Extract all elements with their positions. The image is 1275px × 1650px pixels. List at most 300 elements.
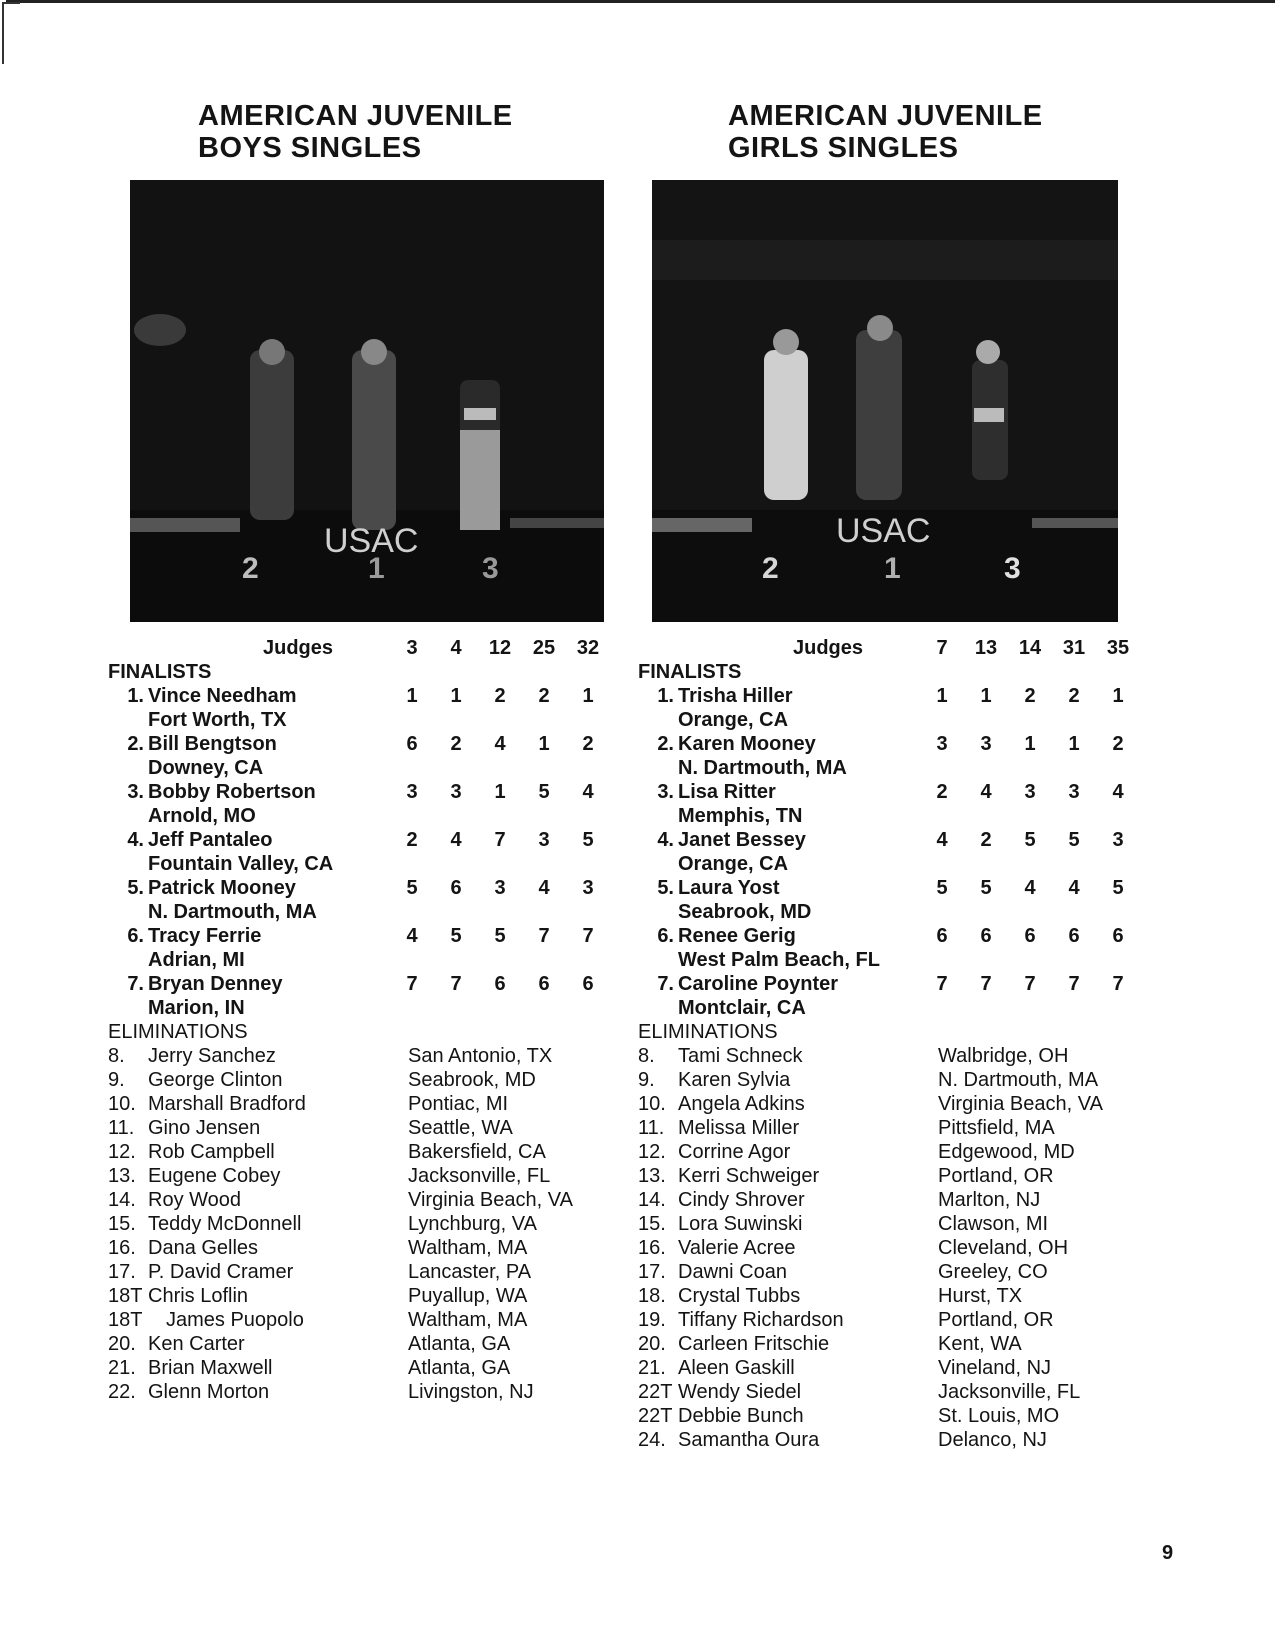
elimination-rank: 14. [108,1189,136,1211]
elimination-location: Lynchburg, VA [408,1213,537,1235]
elimination-name: Corrine Agor [678,1141,791,1163]
elimination-location: Seabrook, MD [408,1069,536,1091]
elimination-name: Cindy Shrover [678,1189,805,1211]
elimination-row [638,1356,1168,1380]
score: 3 [980,733,992,755]
score: 4 [538,877,550,899]
finalist-location-row [638,756,1168,780]
elimination-row [108,1140,638,1164]
elimination-rank: 22T [638,1381,673,1403]
score: 7 [1112,973,1124,995]
girls-results [638,636,1168,1452]
elimination-location: Jacksonville, FL [938,1381,1081,1403]
score: 5 [1068,829,1080,851]
elimination-name: George Clinton [148,1069,283,1091]
elimination-row [638,1380,1168,1404]
judges-row [108,636,638,660]
score: 6 [1024,925,1036,947]
score: 2 [1112,733,1124,755]
finalist-location-row [638,852,1168,876]
elimination-row [108,1356,638,1380]
eliminations-header [108,1020,638,1044]
elimination-rank: 11. [638,1117,665,1139]
elimination-row [108,1380,638,1404]
judges-label: Judges [263,637,334,659]
score: 1 [494,781,506,803]
photo-sign: USAC [836,512,931,550]
finalist-name: Bobby Robertson [148,781,316,803]
judge-number: 3 [406,637,418,659]
elimination-name: Kerri Schweiger [678,1165,820,1187]
finalist-location: Fountain Valley, CA [148,853,334,875]
finalist-location-row [638,996,1168,1020]
score: 5 [936,877,948,899]
finalist-location-row [638,708,1168,732]
score: 7 [936,973,948,995]
boys-podium-photo [130,180,604,622]
finalist-row [638,924,1168,948]
elimination-name: Carleen Fritschie [678,1333,830,1355]
elimination-row [108,1308,638,1332]
elimination-location: Puyallup, WA [408,1285,528,1307]
score: 2 [406,829,418,851]
elimination-name: Samantha Oura [678,1429,820,1451]
score: 6 [980,925,992,947]
finalist-rank: 3. [657,781,674,803]
score: 2 [1068,685,1080,707]
score: 6 [1112,925,1124,947]
elimination-location: Pontiac, MI [408,1093,509,1115]
elimination-row [638,1428,1168,1452]
finalist-location: N. Dartmouth, MA [148,901,317,923]
page-corner-mark [2,2,20,64]
elimination-location: Portland, OR [938,1309,1054,1331]
score: 1 [538,733,550,755]
finalist-location-row [108,756,638,780]
podium-number: 1 [884,552,901,585]
elimination-rank: 20. [108,1333,136,1355]
finalist-row [638,780,1168,804]
finalist-rank: 4. [127,829,144,851]
elimination-location: Seattle, WA [408,1117,513,1139]
elimination-row [108,1092,638,1116]
score: 3 [582,877,594,899]
podium-photo-graphic [130,180,604,622]
girls-podium-photo [652,180,1118,622]
finalist-rank: 7. [127,973,144,995]
eliminations-header [638,1020,1168,1044]
score: 2 [1024,685,1036,707]
judge-number: 12 [488,637,512,659]
elimination-location: Waltham, MA [408,1237,528,1259]
finalist-row [638,876,1168,900]
elimination-name: Chris Loflin [148,1285,249,1307]
score: 5 [406,877,418,899]
elimination-name: Gino Jensen [148,1117,261,1139]
elimination-rank: 10. [108,1093,136,1115]
elimination-row [638,1284,1168,1308]
judge-number: 35 [1106,637,1130,659]
elimination-rank: 16. [108,1237,136,1259]
elimination-rank: 13. [638,1165,666,1187]
finalist-rank: 1. [127,685,144,707]
score: 3 [538,829,550,851]
finalist-name: Janet Bessey [678,829,806,851]
score: 3 [406,781,418,803]
elimination-rank: 10. [638,1093,666,1115]
elimination-row [638,1236,1168,1260]
elimination-name: Wendy Siedel [678,1381,802,1403]
elimination-name: Jerry Sanchez [148,1045,276,1067]
finalist-name: Patrick Mooney [148,877,296,899]
score: 1 [406,685,418,707]
elimination-location: Atlanta, GA [408,1357,511,1379]
score: 5 [450,925,462,947]
elimination-name: Tami Schneck [678,1045,803,1067]
elimination-name: Dana Gelles [148,1237,259,1259]
finalist-location: Orange, CA [678,709,789,731]
elimination-rank: 21. [108,1357,136,1379]
finalist-location: Adrian, MI [148,949,245,971]
finalist-location-row [108,948,638,972]
elimination-name: Dawni Coan [678,1261,787,1283]
score: 5 [582,829,594,851]
elimination-location: Atlanta, GA [408,1333,511,1355]
elimination-rank: 12. [638,1141,666,1163]
score: 5 [494,925,506,947]
elimination-row [108,1236,638,1260]
score: 1 [980,685,992,707]
elimination-name: Glenn Morton [148,1381,270,1403]
elimination-name: Aleen Gaskill [678,1357,795,1379]
score: 4 [1068,877,1080,899]
score: 4 [494,733,506,755]
elimination-location: Portland, OR [938,1165,1054,1187]
eliminations-label: ELIMINATIONS [108,1021,248,1043]
elimination-location: Marlton, NJ [938,1189,1041,1211]
score: 4 [980,781,992,803]
finalist-name: Bryan Denney [148,973,283,995]
elimination-row [108,1188,638,1212]
elimination-rank: 12. [108,1141,136,1163]
finalist-name: Karen Mooney [678,733,816,755]
elimination-rank: 16. [638,1237,666,1259]
elimination-name: Rob Campbell [148,1141,275,1163]
finalist-location-row [638,900,1168,924]
elimination-row [638,1404,1168,1428]
elimination-location: Bakersfield, CA [408,1141,546,1163]
judge-number: 14 [1018,637,1042,659]
finalist-row [638,972,1168,996]
finalist-name: Jeff Pantaleo [148,829,273,851]
finalist-rank: 5. [127,877,144,899]
finalist-location: Marion, IN [148,997,245,1019]
elimination-name: Brian Maxwell [148,1357,273,1379]
score: 6 [582,973,594,995]
elimination-row [108,1044,638,1068]
elimination-location: Pittsfield, MA [938,1117,1055,1139]
elimination-location: St. Louis, MO [938,1405,1060,1427]
score: 1 [582,685,594,707]
score: 1 [450,685,462,707]
score: 2 [494,685,506,707]
finalist-row [108,780,638,804]
score: 7 [450,973,462,995]
elimination-name: Marshall Bradford [148,1093,306,1115]
elimination-rank: 15. [638,1213,666,1235]
eliminations-label: ELIMINATIONS [638,1021,778,1043]
finalists-label: FINALISTS [108,661,212,683]
elimination-row [638,1116,1168,1140]
page-number: 9 [1162,1542,1174,1564]
finalist-rank: 3. [127,781,144,803]
page-top-rule [6,0,1275,3]
elimination-name: Melissa Miller [678,1117,800,1139]
elimination-rank: 19. [638,1309,666,1331]
elimination-name: Karen Sylvia [678,1069,791,1091]
score: 7 [1024,973,1036,995]
heading-line-1: AMERICAN JUVENILE [198,100,513,132]
score: 3 [450,781,462,803]
elimination-rank: 20. [638,1333,666,1355]
finalist-row [638,732,1168,756]
score: 2 [936,781,948,803]
finalist-name: Bill Bengtson [148,733,277,755]
elimination-location: Walbridge, OH [938,1045,1069,1067]
score: 2 [980,829,992,851]
podium-number: 2 [242,552,259,585]
score: 4 [1112,781,1124,803]
elimination-row [638,1044,1168,1068]
elimination-name: Ken Carter [148,1333,245,1355]
elimination-row [108,1116,638,1140]
girls-singles-column [638,100,1168,1452]
podium-number: 3 [1004,552,1021,585]
judge-number: 25 [532,637,556,659]
score: 7 [406,973,418,995]
elimination-location: Delanco, NJ [938,1429,1047,1451]
podium-number: 2 [762,552,779,585]
score: 5 [538,781,550,803]
elimination-name: James Puopolo [166,1309,304,1331]
judge-number: 7 [936,637,948,659]
finalists-header [108,660,638,684]
elimination-rank: 14. [638,1189,666,1211]
finalist-row [108,684,638,708]
score: 2 [538,685,550,707]
finalist-location: Memphis, TN [678,805,803,827]
elimination-location: Virginia Beach, VA [408,1189,573,1211]
finalist-rank: 1. [657,685,674,707]
photo-sign: USAC [324,522,419,560]
elimination-location: Lancaster, PA [408,1261,532,1283]
score: 4 [450,829,462,851]
podium-number: 3 [482,552,499,585]
finalist-name: Caroline Poynter [678,973,839,995]
elimination-rank: 13. [108,1165,136,1187]
finalists-label: FINALISTS [638,661,742,683]
elimination-location: San Antonio, TX [408,1045,553,1067]
judges-row [638,636,1168,660]
boys-singles-heading [198,100,638,168]
podium-number: 1 [368,552,385,585]
finalist-location: Fort Worth, TX [148,709,287,731]
elimination-name: Eugene Cobey [148,1165,281,1187]
finalist-row [638,684,1168,708]
elimination-rank: 22. [108,1381,136,1403]
finalist-location-row [108,708,638,732]
judge-number: 4 [450,637,462,659]
elimination-location: Kent, WA [938,1333,1022,1355]
elimination-location: Greeley, CO [938,1261,1048,1283]
elimination-rank: 18T [108,1285,143,1307]
finalist-row [108,972,638,996]
elimination-row [638,1212,1168,1236]
score: 1 [936,685,948,707]
elimination-name: Roy Wood [148,1189,242,1211]
finalist-location-row [638,804,1168,828]
score: 4 [406,925,418,947]
score: 5 [980,877,992,899]
finalist-location: Montclair, CA [678,997,806,1019]
elimination-row [638,1140,1168,1164]
elimination-location: Hurst, TX [938,1285,1023,1307]
score: 6 [450,877,462,899]
finalist-row [638,828,1168,852]
score: 4 [1024,877,1036,899]
elimination-rank: 8. [108,1045,125,1067]
finalist-rank: 6. [127,925,144,947]
elimination-rank: 24. [638,1429,666,1451]
finalist-row [108,876,638,900]
score: 2 [582,733,594,755]
boys-results [108,636,638,1404]
elimination-row [638,1092,1168,1116]
finalist-location: Downey, CA [148,757,264,779]
elimination-name: Valerie Acree [678,1237,796,1259]
score: 7 [538,925,550,947]
score: 6 [406,733,418,755]
finalist-row [108,732,638,756]
finalist-name: Trisha Hiller [678,685,793,707]
score: 6 [1068,925,1080,947]
score: 1 [1024,733,1036,755]
elimination-rank: 21. [638,1357,666,1379]
score: 6 [494,973,506,995]
finalist-location: Arnold, MO [148,805,256,827]
finalist-location-row [108,996,638,1020]
elimination-name: P. David Cramer [148,1261,294,1283]
finalist-name: Laura Yost [678,877,780,899]
score: 6 [936,925,948,947]
elimination-location: Virginia Beach, VA [938,1093,1103,1115]
elimination-name: Lora Suwinski [678,1213,803,1235]
elimination-location: Jacksonville, FL [408,1165,551,1187]
elimination-rank: 18. [638,1285,666,1307]
boys-singles-column [108,100,638,1404]
judges-label: Judges [793,637,864,659]
finalist-name: Lisa Ritter [678,781,776,803]
score: 7 [494,829,506,851]
elimination-rank: 9. [108,1069,125,1091]
finalist-location-row [108,804,638,828]
elimination-rank: 11. [108,1117,135,1139]
finalist-name: Vince Needham [148,685,297,707]
finalist-name: Renee Gerig [678,925,796,947]
elimination-row [638,1332,1168,1356]
finalist-location: West Palm Beach, FL [678,949,880,971]
score: 1 [1112,685,1124,707]
finalist-location: Seabrook, MD [678,901,812,923]
finalist-rank: 2. [657,733,674,755]
judge-number: 13 [974,637,998,659]
heading-line-1: AMERICAN JUVENILE [728,100,1043,132]
elimination-row [638,1308,1168,1332]
score: 3 [494,877,506,899]
finalist-location: N. Dartmouth, MA [678,757,847,779]
finalist-rank: 4. [657,829,674,851]
elimination-row [108,1260,638,1284]
elimination-row [638,1260,1168,1284]
score: 7 [980,973,992,995]
heading-line-2: BOYS SINGLES [198,132,422,164]
elimination-name: Angela Adkins [678,1093,805,1115]
score: 1 [1068,733,1080,755]
score: 6 [538,973,550,995]
score: 5 [1024,829,1036,851]
elimination-location: Waltham, MA [408,1309,528,1331]
score: 3 [1024,781,1036,803]
score: 5 [1112,877,1124,899]
finalist-rank: 2. [127,733,144,755]
elimination-row [108,1068,638,1092]
elimination-rank: 9. [638,1069,655,1091]
elimination-name: Crystal Tubbs [678,1285,801,1307]
girls-singles-heading [728,100,1168,168]
elimination-row [638,1068,1168,1092]
judge-number: 32 [576,637,600,659]
elimination-rank: 17. [638,1261,666,1283]
finalist-rank: 6. [657,925,674,947]
finalist-location: Orange, CA [678,853,789,875]
elimination-row [638,1164,1168,1188]
elimination-row [108,1212,638,1236]
elimination-name: Debbie Bunch [678,1405,804,1427]
elimination-location: N. Dartmouth, MA [938,1069,1099,1091]
elimination-name: Teddy McDonnell [148,1213,302,1235]
elimination-location: Edgewood, MD [938,1141,1075,1163]
finalist-rank: 5. [657,877,674,899]
elimination-location: Livingston, NJ [408,1381,534,1403]
elimination-location: Vineland, NJ [938,1357,1052,1379]
elimination-rank: 22T [638,1405,673,1427]
score: 3 [936,733,948,755]
score: 7 [582,925,594,947]
score: 3 [1112,829,1124,851]
podium-photo-graphic [652,180,1118,622]
score: 7 [1068,973,1080,995]
score: 4 [936,829,948,851]
elimination-row [108,1164,638,1188]
finalist-location-row [638,948,1168,972]
elimination-rank: 8. [638,1045,655,1067]
elimination-rank: 17. [108,1261,136,1283]
finalists-header [638,660,1168,684]
finalist-name: Tracy Ferrie [148,925,262,947]
finalist-rank: 7. [657,973,674,995]
elimination-location: Clawson, MI [938,1213,1049,1235]
score: 3 [1068,781,1080,803]
